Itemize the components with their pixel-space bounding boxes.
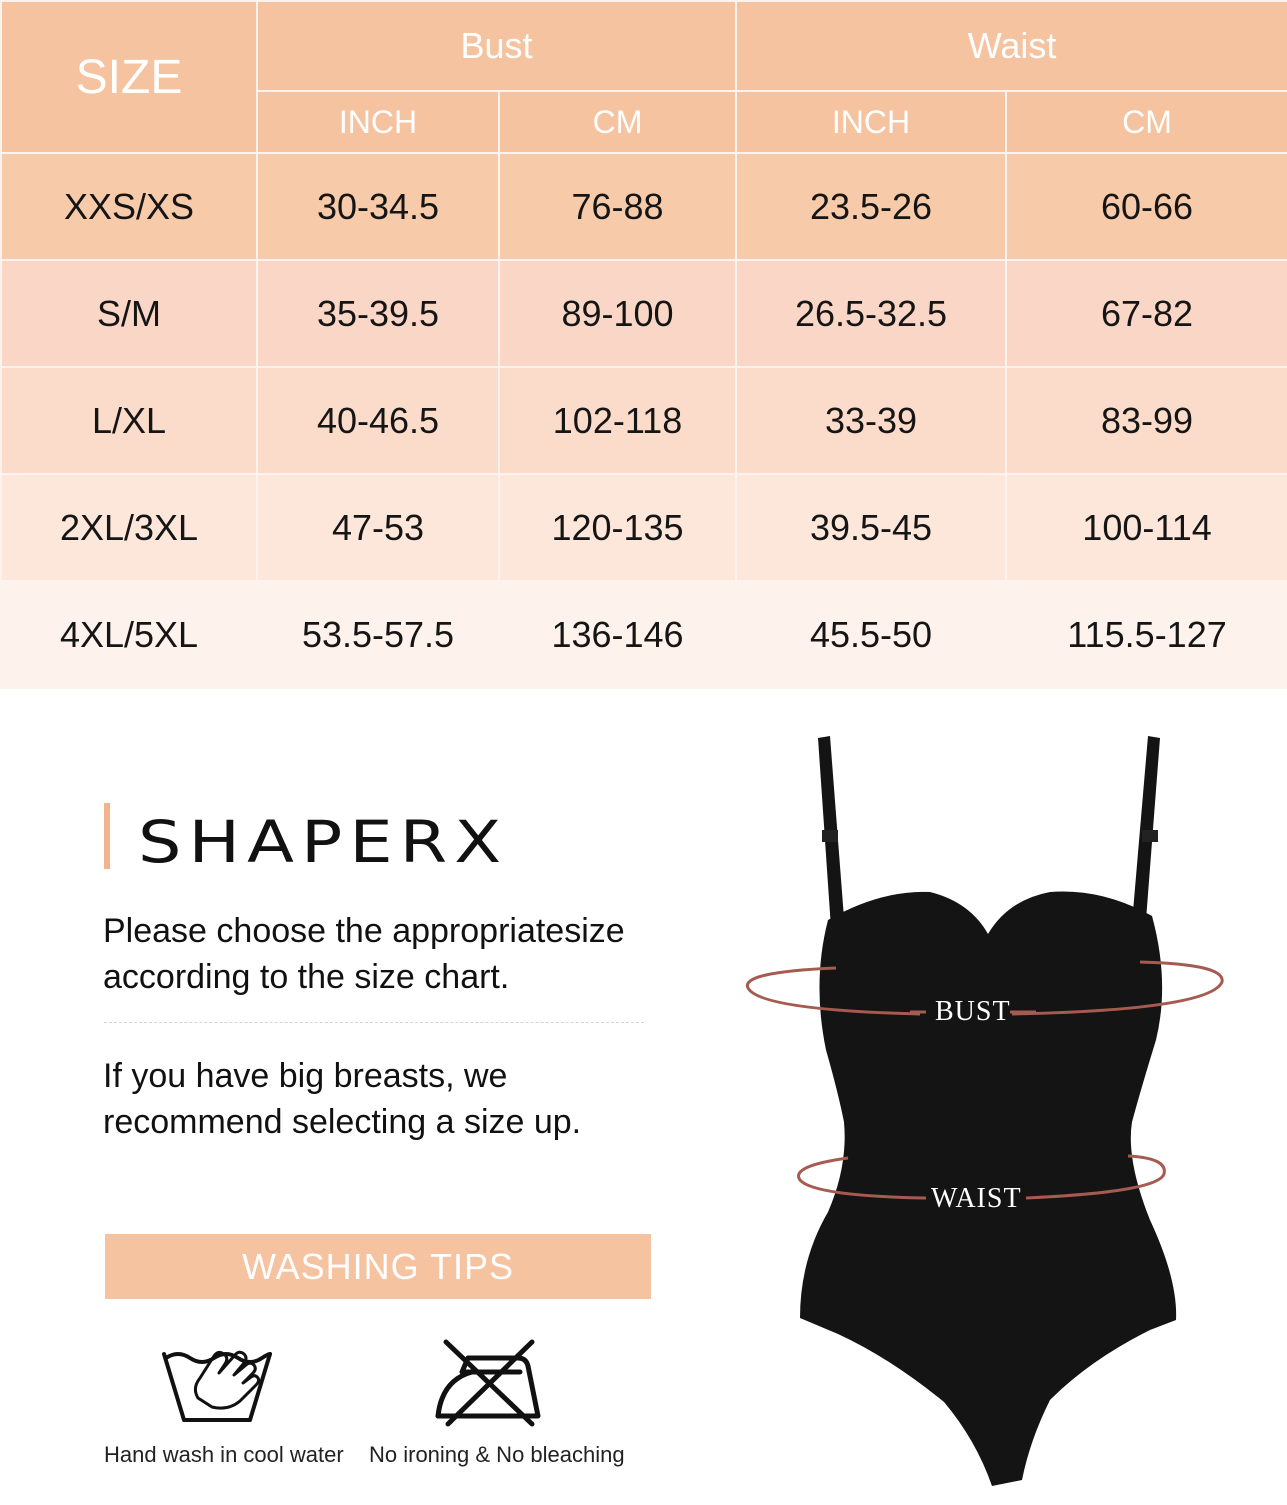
waist-cm-header: CM xyxy=(1006,91,1287,153)
size-advice-text: Please choose the appropriatesize according to the size chart. xyxy=(103,912,625,996)
waist-inch-cell: 39.5-45 xyxy=(736,474,1006,581)
bust-inch-header: INCH xyxy=(257,91,499,153)
hand-wash-icon xyxy=(158,1328,278,1433)
brand-accent-bar xyxy=(104,803,110,869)
waist-cm-cell: 115.5-127 xyxy=(1006,581,1287,688)
waist-group-header: Waist xyxy=(736,1,1287,91)
no-iron-icon xyxy=(432,1336,547,1433)
waist-cm-cell: 100-114 xyxy=(1006,474,1287,581)
waist-cm-cell: 67-82 xyxy=(1006,260,1287,367)
divider xyxy=(104,1022,644,1023)
size-cell: XXS/XS xyxy=(1,153,257,260)
waist-cm-cell: 83-99 xyxy=(1006,367,1287,474)
table-row xyxy=(1,260,1287,367)
waist-label: WAIST xyxy=(931,1183,1022,1214)
size-cell: 4XL/5XL xyxy=(1,581,257,688)
size-cell: 2XL/3XL xyxy=(1,474,257,581)
big-bust-advice-text: If you have big breasts, we recommend selecting a size up. xyxy=(103,1057,582,1141)
waist-cm-cell: 60-66 xyxy=(1006,153,1287,260)
table-row xyxy=(1,367,1287,474)
bust-inch-cell: 35-39.5 xyxy=(257,260,499,367)
table-row xyxy=(1,581,1287,688)
hand-wash-label: Hand wash in cool water xyxy=(104,1442,344,1467)
bust-inch-cell: 40-46.5 xyxy=(257,367,499,474)
waist-inch-header: INCH xyxy=(736,91,1006,153)
waist-inch-cell: 33-39 xyxy=(736,367,1006,474)
size-chart-table xyxy=(0,0,1287,689)
waist-inch-cell: 26.5-32.5 xyxy=(736,260,1006,367)
size-cell: L/XL xyxy=(1,367,257,474)
bust-cm-cell: 102-118 xyxy=(499,367,736,474)
bust-cm-cell: 89-100 xyxy=(499,260,736,367)
table-row xyxy=(1,153,1287,260)
bust-inch-cell: 53.5-57.5 xyxy=(257,581,499,688)
bodysuit-figure xyxy=(730,720,1250,1505)
bust-cm-cell: 76-88 xyxy=(499,153,736,260)
bust-cm-header: CM xyxy=(499,91,736,153)
bust-group-header: Bust xyxy=(257,1,736,91)
no-iron-label: No ironing & No bleaching xyxy=(369,1442,625,1467)
bust-cm-cell: 136-146 xyxy=(499,581,736,688)
table-row xyxy=(1,474,1287,581)
bust-cm-cell: 120-135 xyxy=(499,474,736,581)
waist-inch-cell: 23.5-26 xyxy=(736,153,1006,260)
bust-inch-cell: 47-53 xyxy=(257,474,499,581)
bust-label: BUST xyxy=(935,996,1011,1027)
size-column-header: SIZE xyxy=(1,1,257,153)
bust-inch-cell: 30-34.5 xyxy=(257,153,499,260)
brand-logo: SHAPERX xyxy=(138,808,509,876)
waist-inch-cell: 45.5-50 xyxy=(736,581,1006,688)
washing-tips-banner: WASHING TIPS xyxy=(105,1234,651,1299)
bodysuit-image xyxy=(800,736,1176,1486)
size-cell: S/M xyxy=(1,260,257,367)
